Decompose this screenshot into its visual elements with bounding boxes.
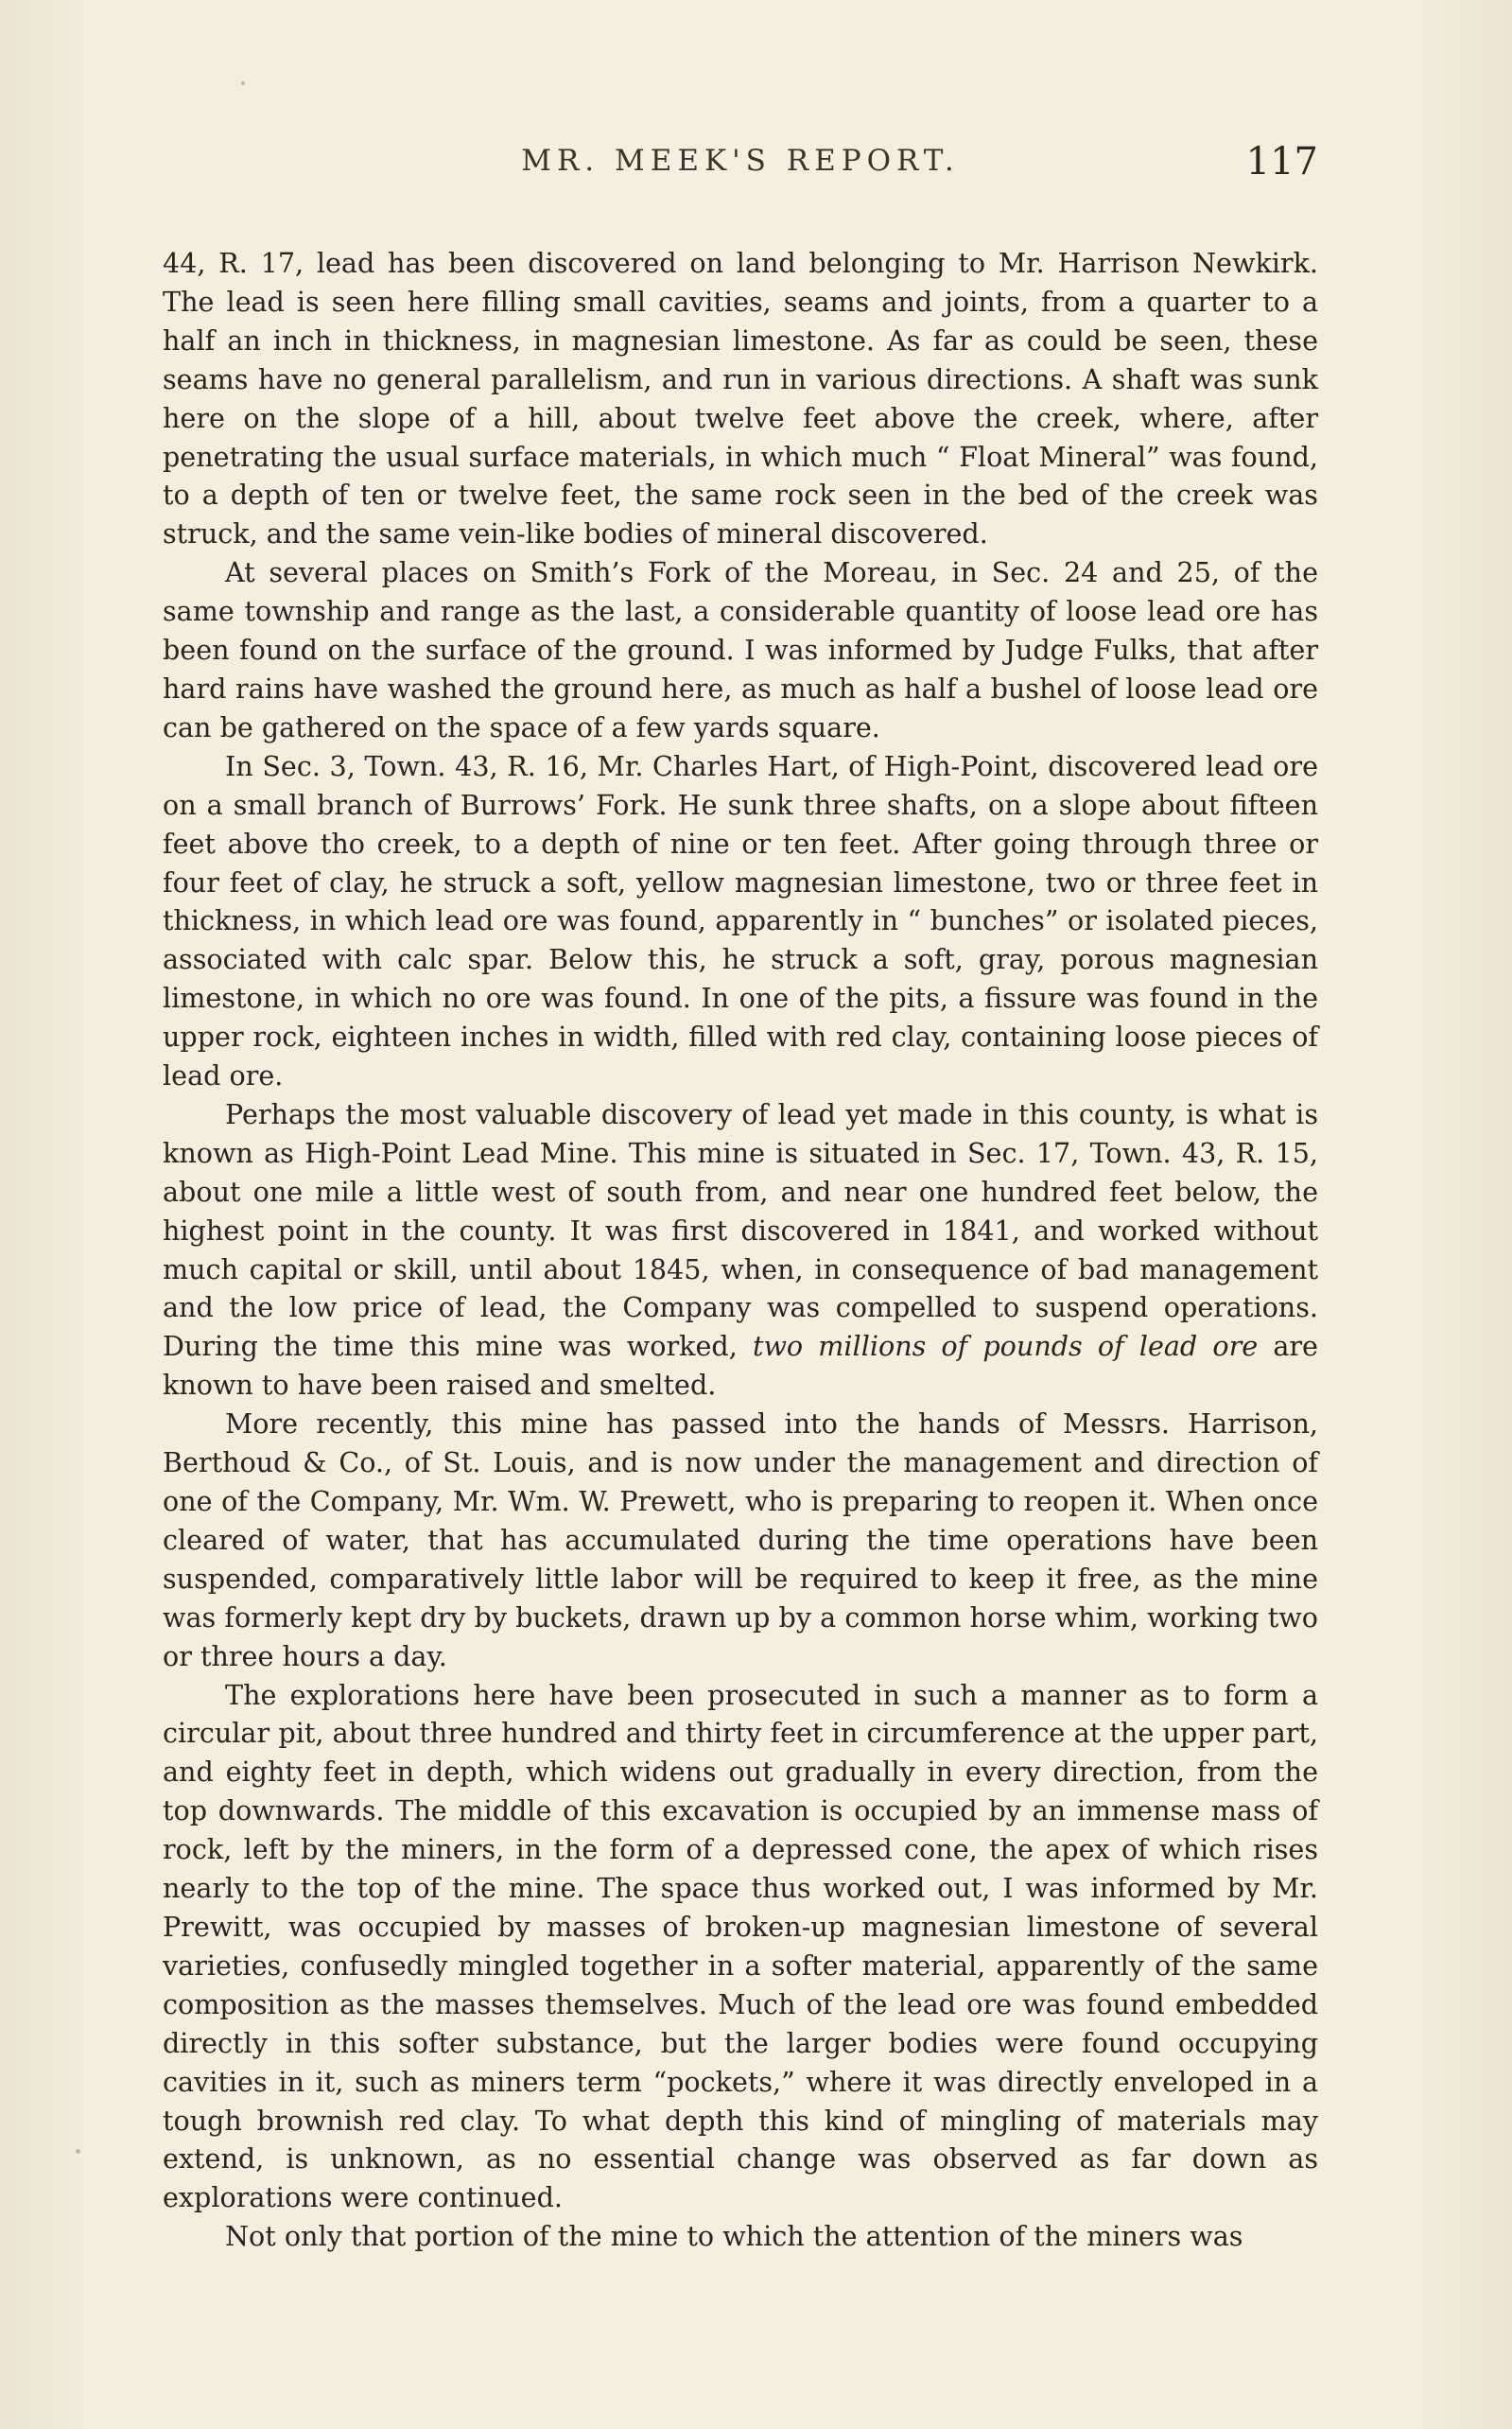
paper-speck <box>76 2149 80 2154</box>
paper-speck <box>241 81 245 85</box>
italic-phrase: two millions of pounds of lead ore <box>752 1330 1259 1363</box>
running-head <box>163 140 1318 191</box>
paragraph-text-before: Perhaps the most valuable discovery of lead yet made in this county, is what is known as High-Point Lead Mine. This mine is situated in Sec. 17, Town. 43, R. 15, about one mile a little west of south from, and near one hundred feet below, the highest point in the county. It was first discovered in 1841, and worked without much capital or skill, until about 1845, when, in consequence of bad management and the low price of lead, the Company was compelled to suspend operations. During the time this mine was worked, <box>163 1097 1318 1363</box>
body-text <box>163 244 1318 2256</box>
paragraph-continued: 44, R. 17, lead has been discovered on land belonging to Mr. Harrison Newkirk. The lead is seen here filling small cavities, seams and joints, from a quarter to a half an inch in thickness, in magnesian limestone. As far as could be seen, these seams have no general parallelism, and run in various directions. A shaft was sunk here on the slope of a hill, about twelve feet above the creek, where, after penetrating the usual surface materials, in which much “ Float Mineral” was found, to a depth of ten or twelve feet, the same rock seen in the bed of the creek was struck, and the same vein-like bodies of mineral discovered. <box>163 247 1318 550</box>
paragraph-recent-ownership: More recently, this mine has passed into the hands of Messrs. Harrison, Berthoud & Co., of St. Louis, and is now under the management and direction of one of the Company, Mr. Wm. W. Prewett, who is preparing to reopen it. When once cleared of water, that has accumulated during the time operations have been suspended, comparatively little labor will be required to keep it free, as the mine was formerly kept dry by buckets, drawn up by a common horse whim, working two or three hours a day. <box>163 1407 1318 1672</box>
paragraph-text-after: are known to have been raised and smelted. <box>163 1330 1318 1402</box>
paragraph-final-line: Not only that portion of the mine to which the attention of the miners was <box>225 2220 1243 2253</box>
paragraph-high-point-mine <box>163 1095 1318 1405</box>
paragraph-explorations: The explorations here have been prosecuted in such a manner as to form a circular pit, about three hundred and thirty feet in circumference at the upper part, and eighty feet in depth, which widens out gradually in every direction, from the top downwards. The middle of this excavation is occupied by an immense mass of rock, left by the miners, in the form of a depressed cone, the apex of which rises nearly to the top of the mine. The space thus worked out, I was informed by Mr. Prewitt, was occupied by masses of broken-up magnesian limestone of several varieties, confusedly mingled together in a softer material, apparently of the same composition as the masses themselves. Much of the lead ore was found embedded directly in this softer substance, but the larger bodies were found occupying cavities in it, such as miners term “pockets,” where it was directly enveloped in a tough brownish red clay. To what depth this kind of mingling of materials may extend, is unknown, as no essential change was observed as far down as explorations were continued. <box>163 1678 1318 2214</box>
page-number: 117 <box>1245 140 1318 183</box>
running-title: MR. MEEK'S REPORT. <box>521 144 960 178</box>
paragraph-smiths-fork: At several places on Smith’s Fork of the Moreau, in Sec. 24 and 25, of the same township and range as the last, a considerable quantity of loose lead ore has been found on the surface of the ground. I was informed by Judge Fulks, that after hard rains have washed the ground here, as much as half a bushel of loose lead ore can be gathered on the space of a few yards square. <box>163 556 1318 743</box>
paragraph-charles-hart: In Sec. 3, Town. 43, R. 16, Mr. Charles Hart, of High-Point, discovered lead ore on a small branch of Burrows’ Fork. He sunk three shafts, on a slope about fifteen feet above tho creek, to a depth of nine or ten feet. After going through three or four feet of clay, he struck a soft, yellow magnesian limestone, two or three feet in thickness, in which lead ore was found, apparently in “ bunches” or isolated pieces, associated with calc spar. Below this, he struck a soft, gray, porous magnesian limestone, in which no ore was found. In one of the pits, a fissure was found in the upper rock, eighteen inches in width, filled with red clay, containing loose pieces of lead ore. <box>163 749 1318 1092</box>
